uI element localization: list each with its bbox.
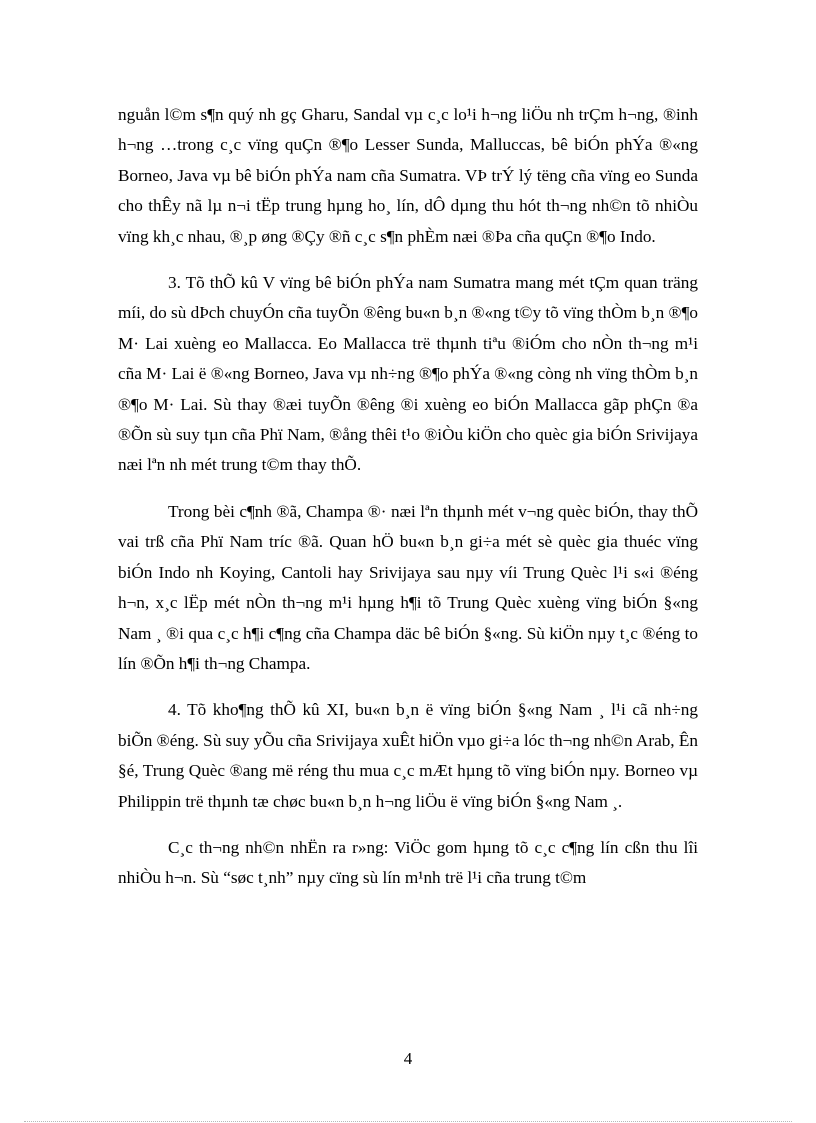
paragraph-5: C¸c th¬ng nh©n nhËn ra r»ng: ViÖc gom hµng tõ c¸c c¶ng lín cßn thu lîi nhiÒu h¬n. Sù “søc t¸nh” nµy cïng sù lín m¹nh trë l¹i cña trung t©m — [118, 837, 698, 888]
paragraph-2: 3. Tõ thÕ kû V vïng bê biÓn phÝa nam Sumatra mang mét tÇm quan träng míi, do sù dÞch chuyÓn cña tuyÕn ®êng bu«n b¸n ®«ng t©y tõ vïng thÒm b¸n ®¶o M· Lai xuèng eo Mallacca. Eo Mallacca trë thµnh tiªu ®iÓm cho nÒn th¬ng m¹i cña M· Lai ë ®«ng Borneo, Java vµ nh÷ng ®¶o phÝa ®«ng còng nh vïng thÒm b¸n ®¶o M· Lai. Sù thay ®æi tuyÕn ®êng ®i xuèng eo biÓn Mallacca gãp phÇn ®a ®Õn sù suy tµn cña Phï Nam, ®ång thêi t¹o ®iÒu kiÖn cho quèc gia biÓn Srivijaya næi lªn nh mét trung t©m thay thÕ. — [118, 273, 698, 475]
body-text — [118, 100, 698, 910]
page-number: 4 — [403, 1049, 413, 1068]
page-bottom-divider — [24, 1121, 792, 1122]
paragraph-3: Trong bèi c¶nh ®ã, Champa ®· næi lªn thµnh mét v¬ng quèc biÓn, thay thÕ vai trß cña Phï Nam tríc ®ã. Quan hÖ bu«n b¸n gi÷a mét sè quèc gia thuéc vïng biÓn Indo nh Koying, Cantoli hay Srivijaya sau nµy víi Trung Quèc l¹i s«i ®éng h¬n, x¸c lËp mét nÒn th¬ng m¹i hµng h¶i tõ Trung Quèc xuèng vïng biÓn §«ng Nam ¸ ®i qua c¸c h¶i c¶ng cña Champa däc bê biÓn §«ng. Sù kiÖn nµy t¸c ®éng to lín ®Õn h¶i th¬ng Champa. — [118, 501, 698, 673]
paragraph-1: nguån l©m s¶n quý nh gç Gharu, Sandal vµ c¸c lo¹i h¬ng liÖu nh trÇm h¬ng, ®inh h¬ng …trong c¸c vïng quÇn ®¶o Lesser Sunda, Malluccas, bê biÓn phÝa ®«ng Borneo, Java vµ bê biÓn phÝa nam cña Sumatra. VÞ trÝ lý tëng cña vïng eo Sunda cho thÊy nã lµ n¬i tËp trung hµng ho¸ lín, dÔ dµng thu hót th¬ng nh©n tõ nhiÒu vïng kh¸c nhau, ®¸p øng ®Çy ®ñ c¸c s¶n phÈm næi ®Þa cña quÇn ®¶o Indo. — [118, 105, 698, 246]
paragraph-4: 4. Tõ kho¶ng thÕ kû XI, bu«n b¸n ë vïng biÓn §«ng Nam ¸ l¹i cã nh÷ng biÕn ®éng. Sù suy yÕu cña Srivijaya xuÊt hiÖn vµo gi÷a lóc th¬ng nh©n Arab, Ên §é, Trung Quèc ®ang më réng thu mua c¸c mÆt hµng tõ vïng biÓn nµy. Borneo vµ Philippin trë thµnh tæ chøc bu«n b¸n h¬ng liÖu ë vïng biÓn §«ng Nam ¸. — [118, 700, 698, 811]
